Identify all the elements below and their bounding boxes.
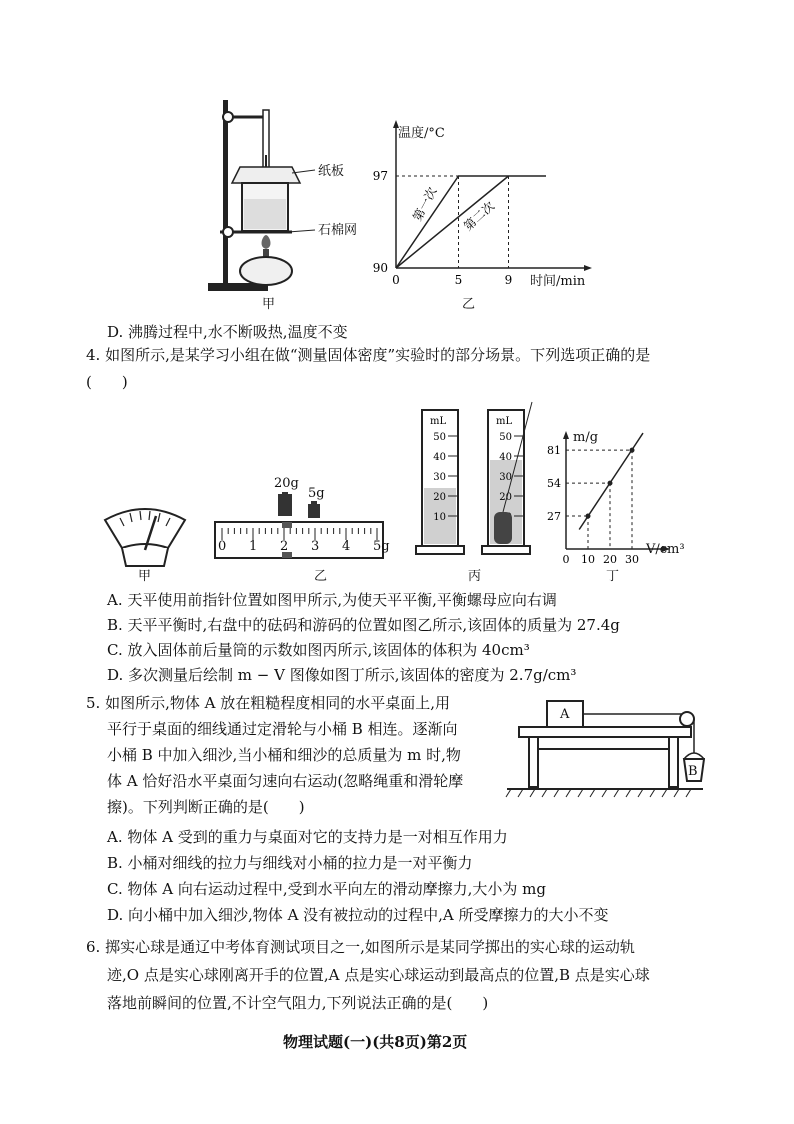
cylinder-tick-label: 40 — [433, 452, 446, 463]
q5-line-4: 体 A 恰好沿水平桌面匀速向右运动(忽略绳重和滑轮摩 — [107, 772, 464, 790]
cylinder-after — [482, 402, 532, 554]
q6-line-2: 迹,O 点是实心球刚离开手的位置,A 点是实心球运动到最高点的位置,B 点是实心球 — [107, 966, 650, 984]
mv-point — [630, 448, 635, 453]
q4-option-d: D. 多次测量后绘制 m − V 图像如图丁所示,该固体的密度为 2.7g/cm³ — [107, 666, 577, 684]
cylinder-tick-label: 40 — [499, 452, 512, 463]
ruler-tick-label: 5g — [373, 539, 390, 554]
solid-sample — [494, 512, 512, 544]
q5-option-d: D. 向小桶中加入细沙,物体 A 没有被拉动的过程中,A 所受摩擦力的大小不变 — [107, 906, 609, 924]
weights-and-rider-ruler — [210, 492, 390, 564]
mv-x-tick: 0 — [562, 553, 570, 566]
ruler-tick-label: 4 — [342, 539, 351, 554]
series-second-line — [396, 176, 509, 268]
chart-x-label: 时间/min — [530, 274, 586, 289]
measuring-cylinders — [410, 400, 540, 562]
q5-line-2: 平行于桌面的细线通过定滑轮与小桶 B 相连。逐渐向 — [107, 720, 458, 738]
cylinder-unit: mL — [496, 416, 513, 427]
y-tick-97: 97 — [372, 169, 388, 183]
q5-option-c: C. 物体 A 向右运动过程中,受到水平向左的滑动摩擦力,大小为 mg — [107, 880, 546, 898]
cylinder-tick-label: 20 — [499, 492, 512, 503]
x-axis-arrow — [584, 265, 592, 271]
q4-label-jia: 甲 — [138, 569, 152, 584]
gauze-label: 石棉网 — [318, 223, 358, 238]
q4-label-ding: 丁 — [606, 569, 620, 584]
ruler-tick-label: 2 — [280, 539, 289, 554]
q4-paren: ( ) — [86, 373, 128, 391]
q5-line-1: 5. 如图所示,物体 A 放在粗糙程度相同的水平桌面上,用 — [86, 694, 450, 712]
mv-x-tick: 30 — [625, 553, 639, 566]
q5-line-3: 小桶 B 中加入细沙,当小桶和细沙的总质量为 m 时,物 — [107, 746, 461, 764]
table-pulley-figure — [505, 695, 705, 805]
q6-line-1: 6. 掷实心球是通辽中考体育测试项目之一,如图所示是某同学掷出的实心球的运动轨 — [86, 938, 635, 956]
mv-y-tick: 27 — [547, 510, 561, 524]
x-tick-9: 9 — [504, 273, 513, 287]
q5-option-a: A. 物体 A 受到的重力与桌面对它的支持力是一对相互作用力 — [107, 828, 508, 846]
boiling-apparatus-figure — [200, 95, 370, 305]
cylinder-tick-label: 30 — [433, 472, 446, 483]
q4-option-c: C. 放入固体前后量筒的示数如图丙所示,该固体的体积为 40cm³ — [107, 641, 530, 659]
q5-line-5: 擦)。下列判断正确的是( ) — [107, 798, 305, 816]
cylinder-tick-label: 30 — [499, 472, 512, 483]
cylinder-tick-label: 20 — [433, 492, 446, 503]
cylinder-unit: mL — [430, 416, 447, 427]
mv-point — [586, 514, 591, 519]
ruler-tick-label: 0 — [218, 539, 227, 554]
ruler-tick-label: 3 — [311, 539, 320, 554]
q5-option-b: B. 小桶对细线的拉力与细线对小桶的拉力是一对平衡力 — [107, 854, 473, 872]
cylinder-tick-label: 10 — [433, 512, 446, 523]
weight-20g-label: 20g — [274, 476, 299, 491]
x-tick-0: 0 — [392, 273, 400, 287]
cylinder-tick-label: 50 — [499, 432, 512, 443]
balance-pointer-dial — [100, 500, 190, 570]
temperature-time-chart — [360, 118, 600, 298]
y-tick-90: 90 — [372, 261, 388, 275]
q3-option-d: D. 沸腾过程中,水不断吸热,温度不变 — [107, 323, 348, 341]
figure-jia-label: 甲 — [262, 297, 276, 312]
figure-yi-label: 乙 — [462, 297, 476, 312]
q6-line-3: 落地前瞬间的位置,不计空气阻力,下列说法正确的是( ) — [107, 994, 489, 1012]
block-a-label: A — [560, 707, 570, 722]
x-tick-5: 5 — [454, 273, 463, 287]
chart-y-label: 温度/°C — [398, 126, 445, 141]
cardboard-label: 纸板 — [318, 164, 345, 179]
series-first-label: 第一次 — [410, 185, 440, 224]
mv-x-tick: 10 — [581, 553, 595, 566]
mv-y-tick: 54 — [547, 477, 561, 491]
weight-5g-label: 5g — [308, 486, 325, 501]
q4-stem: 4. 如图所示,是某学习小组在做“测量固体密度”实验时的部分场景。下列选项正确的是 — [86, 346, 651, 364]
q4-option-a: A. 天平使用前指针位置如图甲所示,为使天平平衡,平衡螺母应向右调 — [107, 591, 557, 609]
q4-option-b: B. 天平平衡时,右盘中的砝码和游码的位置如图乙所示,该固体的质量为 27.4g — [107, 616, 620, 634]
cylinder-tick-label: 50 — [433, 432, 446, 443]
ruler-tick-label: 1 — [249, 539, 258, 554]
cylinder-before — [416, 410, 464, 554]
mv-x-label: V/cm³ — [646, 542, 685, 557]
bucket-b-label: B — [688, 764, 698, 779]
page-footer: 物理试题(一)(共8页)第2页 — [283, 1033, 468, 1051]
q4-label-bing: 丙 — [468, 569, 482, 584]
mv-point — [608, 481, 613, 486]
mv-y-arrow — [563, 431, 569, 439]
q4-label-yi: 乙 — [314, 569, 328, 584]
mv-y-tick: 81 — [547, 444, 561, 458]
mv-y-label: m/g — [573, 430, 599, 445]
series-second-label: 第二次 — [461, 198, 498, 234]
mv-x-tick: 20 — [603, 553, 617, 566]
